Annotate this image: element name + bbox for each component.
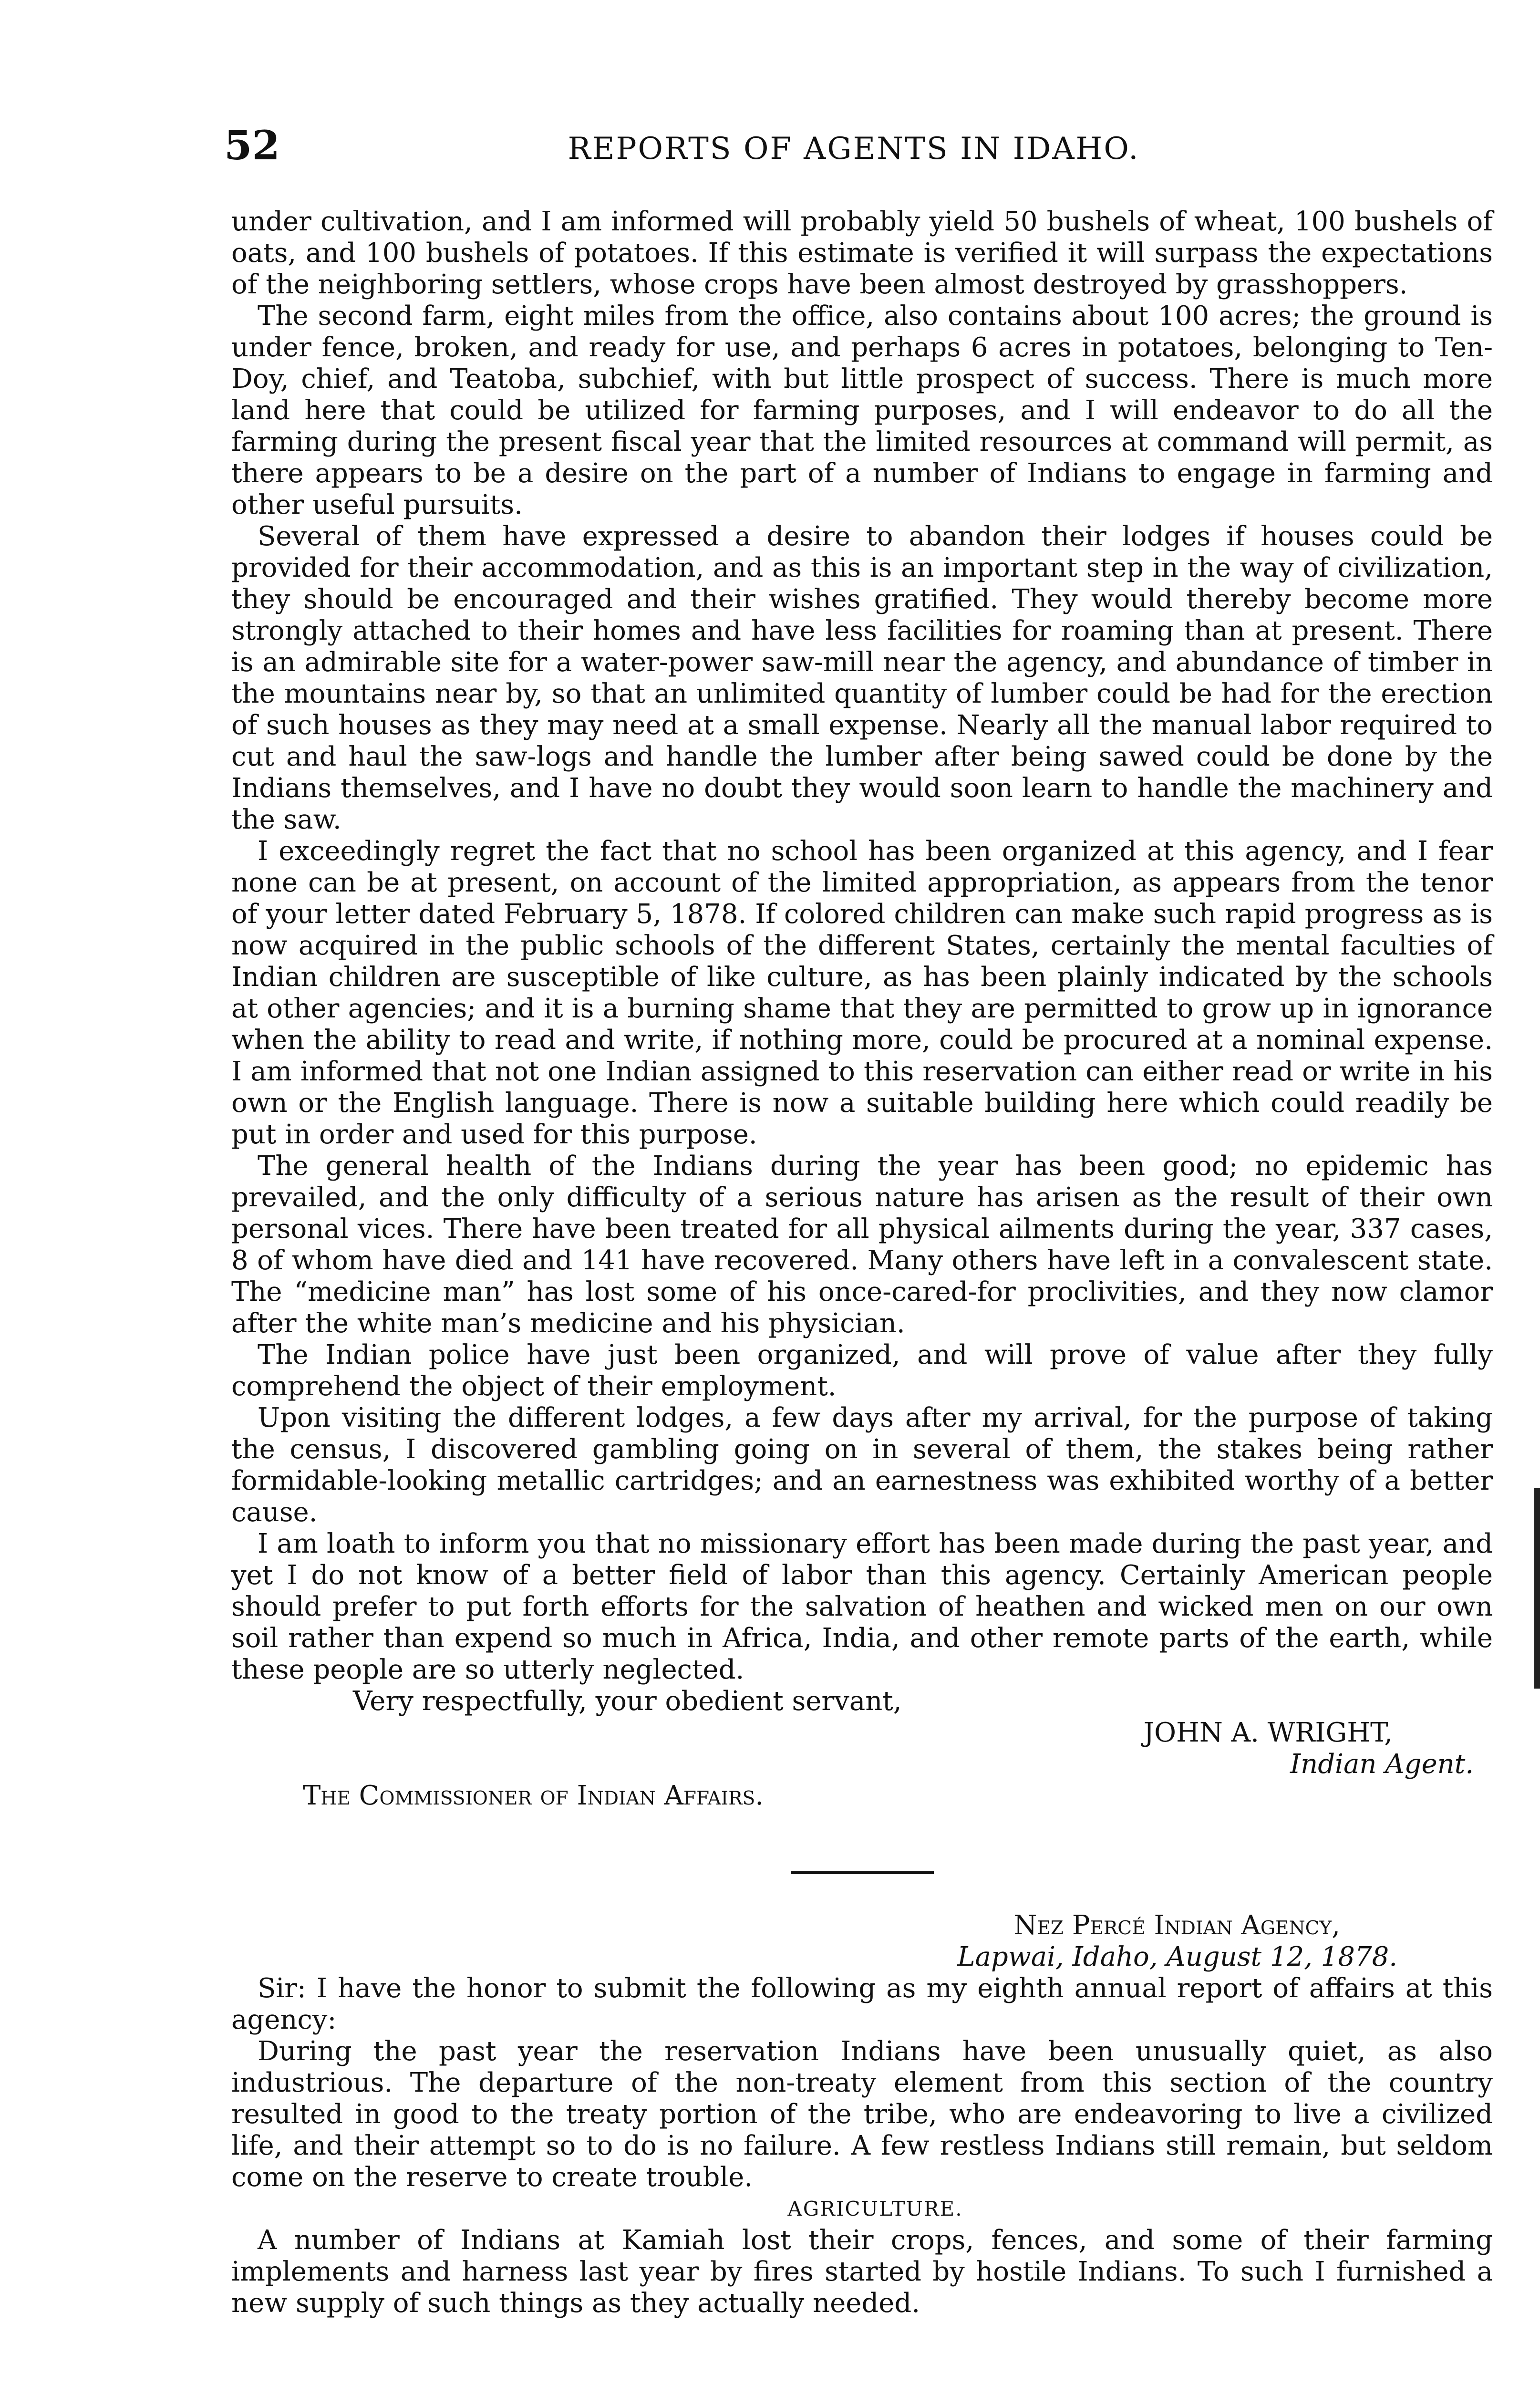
agency-name: Nez Percé Indian Agency, (1013, 1910, 1340, 1941)
paragraph-police: The Indian police have just been organized, and will prove of value after they fully comprehend the object of their employment. (231, 1339, 1493, 1402)
section-divider (791, 1871, 934, 1874)
signature-name: JOHN A. WRIGHT, (1143, 1717, 1393, 1748)
addressee: The Commissioner of Indian Affairs. (303, 1780, 764, 1811)
paragraph-houses: Several of them have expressed a desire to abandon their lodges if houses could be provided for their accommodation, and as this is an important step in the way of civilization, they should be encouraged and their wishes gratified. They would thereby become more strongly attached to their homes and have less facilities for roaming than at present. There is an admirable site for a water-power saw-mill near the agency, and abundance of timber in the mountains near by, so that an unlimited quantity of lumber could be had for the erection of such houses as they may need at a small expense. Nearly all the manual labor required to cut and haul the saw-logs and handle the lumber after being sawed could be done by the Indians themselves, and I have no doubt they would soon learn to handle the machinery and the saw. (231, 521, 1493, 835)
body-text (231, 206, 1493, 2319)
section-heading-agriculture: AGRICULTURE. (787, 2197, 963, 2220)
paragraph-school: I exceedingly regret the fact that no school has been organized at this agency, and I fear none can be at present, on account of the limited appropriation, as appears from the tenor of your letter dated February 5, 1878. If colored children can make such rapid progress as is now acquired in the public schools of the different States, certainly the mental faculties of Indian children are susceptible of like culture, as has been plainly indicated by the schools at other agencies; and it is a burning shame that they are permitted to grow up in ignorance when the ability to read and write, if nothing more, could be procured at a nominal expense. I am informed that not one Indian assigned to this reservation can either read or write in his own or the English language. There is now a suitable building here which could readily be put in order and used for this purpose. (231, 836, 1493, 1150)
running-head: REPORTS OF AGENTS IN IDAHO. (568, 131, 1140, 166)
paragraph-missionary: I am loath to inform you that no missionary effort has been made during the past year, and yet I do not know of a better field of labor than this agency. Certainly American people should prefer to put forth efforts for the salvation of heathen and wicked men on our own soil rather than expend so much in Africa, India, and other remote parts of the earth, while these people are so utterly neglected. (231, 1528, 1493, 1685)
paragraph-second-farm: The second farm, eight miles from the office, also contains about 100 acres; the ground is under fence, broken, and ready for use, and perhaps 6 acres in potatoes, belonging to Ten-Doy, chief, and Teatoba, subchief, with but little prospect of success. There is much more land here that could be utilized for farming purposes, and I will endeavor to do all the farming during the present fiscal year that the limited resources at command will permit, as there appears to be a desire on the part of a number of Indians to engage in farming and other useful pursuits. (231, 301, 1493, 520)
paragraph-health: The general health of the Indians during the year has been good; no epidemic has prevailed, and the only difficulty of a serious nature has arisen as the result of their own personal vices. There have been treated for all physical ailments during the year, 337 cases, 8 of whom have died and 141 have recovered. Many others have left in a convalescent state. The “medicine man” has lost some of his once-cared-for proclivities, and they now clamor after the white man’s medicine and his physician. (231, 1151, 1493, 1339)
page-number: 52 (224, 122, 280, 169)
signature-block (231, 1717, 1493, 1780)
paragraph-quiet: During the past year the reservation Indians have been unusually quiet, as also industrious. The departure of the non-treaty element from this section of the country resulted in good to the treaty portion of the tribe, who are endeavoring to live a civilized life, and their attempt so to do is no failure. A few restless Indians still remain, but seldom come on the reserve to create trouble. (231, 2036, 1493, 2193)
scan-edge-mark (1534, 1488, 1540, 1689)
closing-line: Very respectfully, your obedient servant, (353, 1686, 902, 1717)
paragraph-continued: under cultivation, and I am informed will probably yield 50 bushels of wheat, 100 bushels of oats, and 100 bushels of potatoes. If this estimate is verified it will surpass the expectations of the neighboring settlers, whose crops have been almost destroyed by grasshoppers. (231, 206, 1493, 300)
paragraph-kamiah: A number of Indians at Kamiah lost their crops, fences, and some of their farming implements and harness last year by fires started by hostile Indians. To such I furnished a new supply of such things as they actually needed. (231, 2225, 1493, 2319)
signature-title: Indian Agent. (1290, 1749, 1474, 1780)
place-date: Lapwai, Idaho, August 12, 1878. (957, 1941, 1397, 1972)
report-heading (231, 1910, 1493, 1973)
page-header (224, 122, 1483, 174)
paragraph-census: Upon visiting the different lodges, a few days after my arrival, for the purpose of taking the census, I discovered gambling going on in several of them, the stakes being rather formidable-looking metallic cartridges; and an earnestness was exhibited worthy of a better cause. (231, 1402, 1493, 1528)
salutation: Sir: I have the honor to submit the following as my eighth annual report of affairs at this agency: (231, 1973, 1493, 2035)
